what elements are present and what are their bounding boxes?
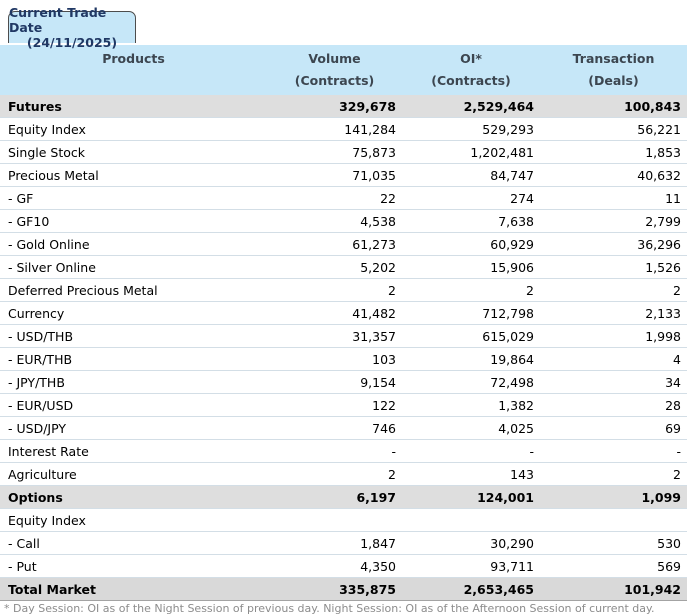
- oi-value: 712,798: [402, 302, 540, 325]
- transaction-value: 100,843: [540, 95, 687, 118]
- tab-current-trade-date[interactable]: [8, 5, 136, 50]
- trading-summary-table: [0, 45, 687, 601]
- product-label: - EUR/USD: [0, 394, 267, 417]
- oi-footnote: * Day Session: OI as of the Night Session of previous day. Night Session: OI as of the Afternoon Session of current day.: [4, 602, 655, 615]
- product-label: - Silver Online: [0, 256, 267, 279]
- oi-value: 1,382: [402, 394, 540, 417]
- column-header-products: Products: [0, 45, 267, 95]
- table-row: [0, 509, 687, 532]
- oi-value: 30,290: [402, 532, 540, 555]
- transaction-value: 1,998: [540, 325, 687, 348]
- volume-value: 335,875: [267, 578, 402, 601]
- oi-value: 93,711: [402, 555, 540, 578]
- transaction-value: 2: [540, 279, 687, 302]
- oi-value: [402, 509, 540, 532]
- volume-value: 1,847: [267, 532, 402, 555]
- tab-date: (24/11/2025): [26, 35, 118, 50]
- volume-value: [267, 509, 402, 532]
- transaction-value: 2,133: [540, 302, 687, 325]
- table-row: [0, 348, 687, 371]
- tab-title: Current Trade Date: [9, 5, 107, 35]
- table-body: [0, 95, 687, 601]
- product-label: - USD/JPY: [0, 417, 267, 440]
- product-label: Futures: [0, 95, 267, 118]
- transaction-value: 2: [540, 463, 687, 486]
- volume-value: 122: [267, 394, 402, 417]
- product-label: - Gold Online: [0, 233, 267, 256]
- volume-value: 5,202: [267, 256, 402, 279]
- volume-value: 71,035: [267, 164, 402, 187]
- column-header-oi: OI* (Contracts): [402, 45, 540, 95]
- oi-value: 274: [402, 187, 540, 210]
- volume-value: 329,678: [267, 95, 402, 118]
- table-row: [0, 302, 687, 325]
- table-row: [0, 210, 687, 233]
- transaction-value: 69: [540, 417, 687, 440]
- product-label: - GF: [0, 187, 267, 210]
- volume-value: 141,284: [267, 118, 402, 141]
- product-label: - Call: [0, 532, 267, 555]
- oi-value: 143: [402, 463, 540, 486]
- table-row: [0, 371, 687, 394]
- transaction-value: 4: [540, 348, 687, 371]
- oi-value: 4,025: [402, 417, 540, 440]
- oi-value: 124,001: [402, 486, 540, 509]
- volume-value: 2: [267, 279, 402, 302]
- transaction-value: 2,799: [540, 210, 687, 233]
- product-label: Currency: [0, 302, 267, 325]
- volume-value: -: [267, 440, 402, 463]
- volume-value: 61,273: [267, 233, 402, 256]
- table-row: [0, 417, 687, 440]
- table-row: [0, 440, 687, 463]
- volume-value: 2: [267, 463, 402, 486]
- oi-value: 72,498: [402, 371, 540, 394]
- volume-value: 41,482: [267, 302, 402, 325]
- product-label: - GF10: [0, 210, 267, 233]
- table-row: [0, 141, 687, 164]
- product-label: - EUR/THB: [0, 348, 267, 371]
- volume-value: 31,357: [267, 325, 402, 348]
- table-row: [0, 164, 687, 187]
- volume-value: 4,350: [267, 555, 402, 578]
- transaction-value: 28: [540, 394, 687, 417]
- product-label: Interest Rate: [0, 440, 267, 463]
- column-header-volume: Volume (Contracts): [267, 45, 402, 95]
- product-label: Deferred Precious Metal: [0, 279, 267, 302]
- table-row: [0, 532, 687, 555]
- oi-value: 19,864: [402, 348, 540, 371]
- product-label: Total Market: [0, 578, 267, 601]
- transaction-value: 101,942: [540, 578, 687, 601]
- table-row: [0, 325, 687, 348]
- table-header: [0, 45, 687, 95]
- oi-value: -: [402, 440, 540, 463]
- table-row: [0, 279, 687, 302]
- table-row: [0, 463, 687, 486]
- transaction-value: 56,221: [540, 118, 687, 141]
- product-label: - Put: [0, 555, 267, 578]
- table-row: [0, 95, 687, 118]
- table-row: [0, 233, 687, 256]
- table-row: [0, 118, 687, 141]
- oi-value: 15,906: [402, 256, 540, 279]
- product-label: - USD/THB: [0, 325, 267, 348]
- column-header-transaction: Transaction (Deals): [540, 45, 687, 95]
- oi-value: 2,653,465: [402, 578, 540, 601]
- volume-value: 9,154: [267, 371, 402, 394]
- volume-value: 4,538: [267, 210, 402, 233]
- transaction-value: 1,099: [540, 486, 687, 509]
- transaction-value: -: [540, 440, 687, 463]
- transaction-value: 36,296: [540, 233, 687, 256]
- transaction-value: 1,526: [540, 256, 687, 279]
- product-label: Precious Metal: [0, 164, 267, 187]
- table-row: [0, 578, 687, 601]
- product-label: Options: [0, 486, 267, 509]
- table-row: [0, 256, 687, 279]
- transaction-value: [540, 509, 687, 532]
- transaction-value: 1,853: [540, 141, 687, 164]
- oi-value: 529,293: [402, 118, 540, 141]
- volume-value: 103: [267, 348, 402, 371]
- transaction-value: 34: [540, 371, 687, 394]
- transaction-value: 569: [540, 555, 687, 578]
- oi-value: 1,202,481: [402, 141, 540, 164]
- table-row: [0, 394, 687, 417]
- product-label: Equity Index: [0, 118, 267, 141]
- product-label: - JPY/THB: [0, 371, 267, 394]
- oi-value: 60,929: [402, 233, 540, 256]
- oi-value: 2: [402, 279, 540, 302]
- volume-value: 75,873: [267, 141, 402, 164]
- oi-value: 84,747: [402, 164, 540, 187]
- volume-value: 6,197: [267, 486, 402, 509]
- oi-value: 2,529,464: [402, 95, 540, 118]
- transaction-value: 530: [540, 532, 687, 555]
- table-row: [0, 486, 687, 509]
- volume-value: 746: [267, 417, 402, 440]
- transaction-value: 40,632: [540, 164, 687, 187]
- table-row: [0, 187, 687, 210]
- volume-value: 22: [267, 187, 402, 210]
- product-label: Single Stock: [0, 141, 267, 164]
- table-row: [0, 555, 687, 578]
- oi-value: 615,029: [402, 325, 540, 348]
- oi-value: 7,638: [402, 210, 540, 233]
- transaction-value: 11: [540, 187, 687, 210]
- product-label: Equity Index: [0, 509, 267, 532]
- product-label: Agriculture: [0, 463, 267, 486]
